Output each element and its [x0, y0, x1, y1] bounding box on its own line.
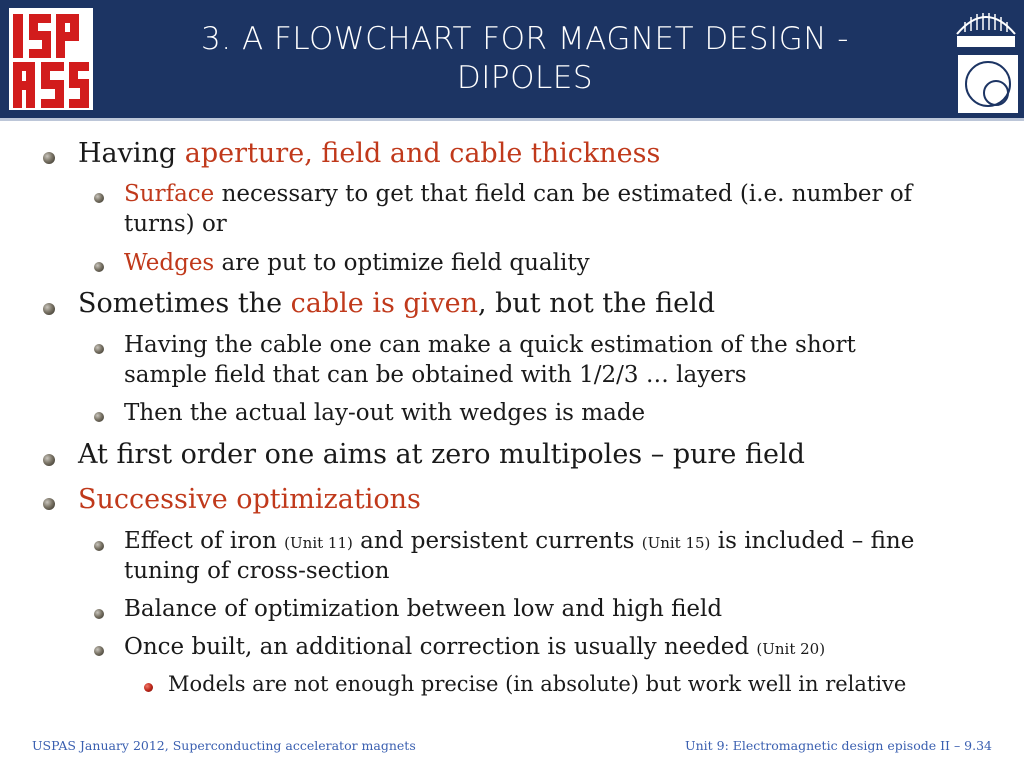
- bullet-2-1-line1: Having the cable one can make a quick estimation of the short: [124, 332, 856, 358]
- bullet-1-1-highlight: Surface: [124, 181, 215, 207]
- bullet-1-2: [124, 250, 590, 276]
- uspas-logo-icon: [9, 8, 93, 110]
- footer-left: USPAS January 2012, Superconducting accelerator magnets: [32, 738, 416, 753]
- berkeley-lab-logo: [953, 4, 1019, 52]
- bullet-4-1-t1: Effect of iron: [124, 528, 285, 554]
- bullet-icon: [43, 303, 55, 315]
- bullet-4: Successive optimizations: [78, 484, 421, 515]
- unit-ref-11: (Unit 11): [284, 534, 353, 552]
- bullet-4-1-t3: is included – fine: [710, 528, 915, 554]
- bullet-4-3-1: Models are not enough precise (in absolute) but work well in relative: [168, 672, 907, 696]
- bullet-icon: [43, 498, 55, 510]
- bullet-4-1-line2: tuning of cross-section: [124, 558, 390, 584]
- sub-bullet-icon: [94, 262, 104, 272]
- bullet-4-3: [124, 634, 825, 660]
- berkeley-lab-icon: [953, 4, 1019, 52]
- bullet-1-1-line1: [124, 181, 912, 207]
- slide-title-line2: DIPOLES: [456, 60, 594, 96]
- sub-bullet-icon: [94, 412, 104, 422]
- bullet-1-2-highlight: Wedges: [124, 250, 215, 276]
- bullet-1-2-text: are put to optimize field quality: [214, 250, 590, 276]
- bullet-icon: [43, 454, 55, 466]
- bullet-4-2: Balance of optimization between low and high field: [124, 596, 723, 622]
- bullet-2: [78, 288, 715, 319]
- bullet-4-1-t2: and persistent currents: [352, 528, 642, 554]
- bullet-4-3-t1: Once built, an additional correction is usually needed: [124, 634, 757, 660]
- bullet-2-post: , but not the field: [477, 288, 716, 319]
- bullet-2-2: Then the actual lay-out with wedges is made: [124, 400, 646, 426]
- sub-sub-bullet-icon: [144, 683, 153, 692]
- bullet-icon: [43, 152, 55, 164]
- unit-ref-20: (Unit 20): [756, 640, 826, 658]
- unit-ref-15: (Unit 15): [641, 534, 711, 552]
- slide-header: [0, 0, 1024, 118]
- bullet-2-pre: Sometimes the: [78, 288, 291, 319]
- header-divider: [0, 118, 1024, 121]
- slide-title-line1: 3. A FLOWCHART FOR MAGNET DESIGN -: [201, 21, 849, 57]
- sub-bullet-icon: [94, 344, 104, 354]
- bullet-3: At first order one aims at zero multipoles – pure field: [78, 439, 805, 470]
- bullet-1: [78, 138, 660, 169]
- sub-bullet-icon: [94, 541, 104, 551]
- sub-bullet-icon: [94, 193, 104, 203]
- sub-bullet-icon: [94, 646, 104, 656]
- footer-right: Unit 9: Electromagnetic design episode II – 9.34: [685, 738, 992, 753]
- bullet-1-1-text: necessary to get that field can be estimated (i.e. number of: [214, 181, 913, 207]
- uspas-logo: [9, 8, 93, 110]
- bullet-1-highlight: aperture, field and cable thickness: [184, 138, 661, 169]
- sub-bullet-icon: [94, 609, 104, 619]
- cern-icon: [958, 55, 1018, 113]
- slide-title: [115, 20, 935, 98]
- bullet-1-text: Having: [78, 138, 185, 169]
- bullet-2-1-line2: sample field that can be obtained with 1/2/3 … layers: [124, 362, 747, 388]
- bullet-4-1-line1: [124, 528, 914, 554]
- bullet-2-highlight: cable is given: [290, 288, 478, 319]
- bullet-1-1-line2: turns) or: [124, 211, 227, 237]
- cern-logo: [958, 55, 1018, 113]
